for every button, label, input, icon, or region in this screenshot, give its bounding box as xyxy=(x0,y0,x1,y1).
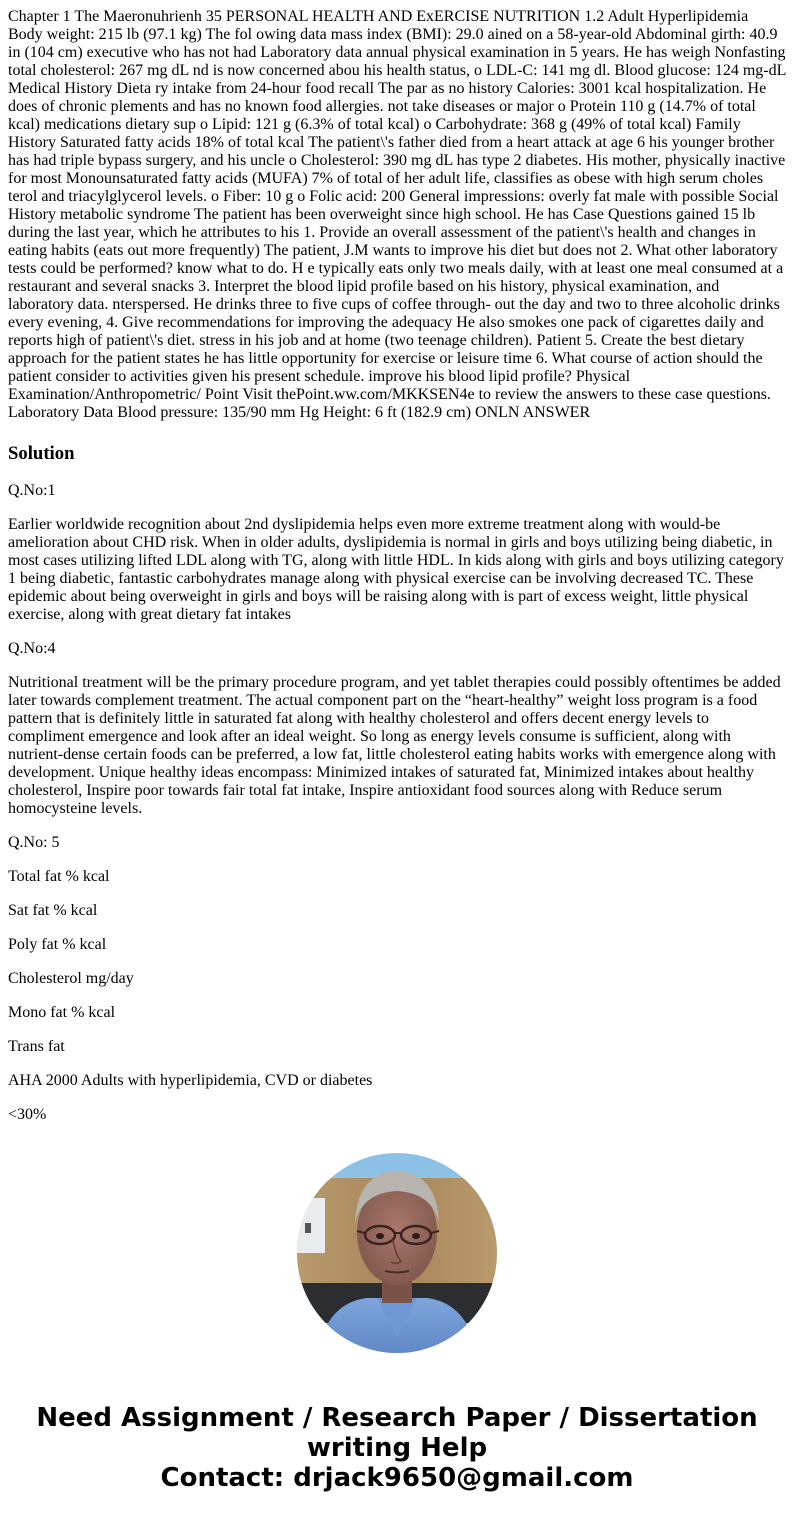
solution-heading: Solution xyxy=(8,443,75,464)
question-text: Chapter 1 The Maeronuhrienh 35 PERSONAL HEALTH AND ExERCISE NUTRITION 1.2 Adult Hyperlipidemia Body weight: 215 lb (97.1 kg) The fol owing data mass index (BMI): 29.0 ained on a 58-year-old Abdominal girth: 40.9 in (104 cm) executive who has not had Laboratory data annual physical examination in 5 years. He has weigh Nonfasting total cholesterol: 267 mg dL nd is now concerned abou his health status, o LDL-C: 141 mg dl. Blood glucose: 124 mg-dL Medical History Dieta ry intake from 24-hour food recall The par as no history Calories: 3001 kcal hospitalization. He does of chronic plements and has no known food allergies. not take diseases or major o Protein 110 g (14.7% of total kcal) medications dietary sup o Lipid: 121 g (6.3% of total kcal) o Carbohydrate: 368 g (49% of total kcal) Family History Saturated fatty acids 18% of total kcal The patient\'s father died from a heart attack at age 6 his younger brother has had triple bypass surgery, and his uncle o Cholesterol: 390 mg dL has type 2 diabetes. His mother, physically inactive for most Monounsaturated fatty acids (MUFA) 7% of total of her adult life, classifies as obese with high serum choles terol and triacylglycerol levels. o Fiber: 10 g o Folic acid: 200 General impressions: overly fat male with possible Social History metabolic syndrome The patient has been overweight since high school. He has Case Questions gained 15 lb during the last year, which he attributes to his 1. Provide an overall assessment of the patient\'s health and changes in eating habits (eats out more frequently) The patient, J.M wants to improve his diet but does not 2. What other laboratory tests could be performed? know what to do. H e typically eats only two meals daily, with at least one meal consumed at a restaurant and several snacks 3. Interpret the blood lipid profile based on his history, physical examination, and laboratory data. nterspersed. He drinks three to five cups of coffee through- out the day and two to three alcoholic drinks every evening, 4. Give recommendations for improving the adequacy He also smokes one pack of cigarettes daily and reports high of patient\'s diet. stress in his job and at home (two teenage children). Patient 5. Create the best dietary approach for the patient states he has little opportunity for exercise or leisure time 6. What course of action should the patient consider to activities given his present schedule. improve his blood lipid profile? Physical Examination/Anthropometric/ Point Visit thePoint.ww.com/MKKSEN4e to review the answers to these case questions. Laboratory Data Blood pressure: 135/90 mm Hg Height: 6 ft (182.9 cm) ONLN ANSWER xyxy=(8,8,786,421)
answer-paragraph-4: Nutritional treatment will be the primary procedure program, and yet tablet therapies could possibly oftentimes be added later towards complement treatment. The actual component part on the “heart-healthy” weight loss program is a food pattern that is definitely little in saturated fat along with healthy cholesterol and offers decent energy levels to compliment emergence and look after an ideal weight. So long as energy levels consume is sufficient, along with nutrient-dense certain foods can be preferred, a low fat, little cholesterol eating habits works with emergence along with development. Unique healthy ideas encompass: Minimized intakes of saturated fat, Minimized intakes about healthy cholesterol, Inspire poor towards fair total fat intake, Inspire antioxidant food sources along with Reduce serum homocysteine levels. xyxy=(8,674,781,817)
nutrient-trans-fat: Trans fat xyxy=(8,1038,65,1055)
promo-line-2: writing Help xyxy=(306,1433,488,1463)
nutrient-cholesterol: Cholesterol mg/day xyxy=(8,970,134,987)
nutrient-sat-fat: Sat fat % kcal xyxy=(8,902,98,919)
promo-line-1: Need Assignment / Research Paper / Dissertation xyxy=(36,1403,758,1433)
nutrient-mono-fat: Mono fat % kcal xyxy=(8,1004,116,1021)
question-number-1: Q.No:1 xyxy=(8,482,56,499)
solution-body xyxy=(8,482,786,1124)
question-number-5: Q.No: 5 xyxy=(8,834,60,851)
answer-paragraph-1: Earlier worldwide recognition about 2nd dyslipidemia helps even more extreme treatment along with would-be amelioration about CHD risk. When in older adults, dyslipidemia is normal in girls and boys utilizing being diabetic, in most cases utilizing lifted LDL along with TG, along with little HDL. In kids along with girls and boys utilizing category 1 being diabetic, fantastic carbohydrates manage along with physical exercise can be involving decreased TC. These epidemic about being overweight in girls and boys will be raising along with is part of excess weight, little physical exercise, along with great dietary fat intakes xyxy=(8,516,784,623)
promo-banner xyxy=(0,1403,794,1493)
nutrient-total-fat: Total fat % kcal xyxy=(8,868,110,885)
aha-guideline-label: AHA 2000 Adults with hyperlipidemia, CVD or diabetes xyxy=(8,1072,373,1089)
total-fat-value: <30% xyxy=(8,1106,47,1123)
nutrient-poly-fat: Poly fat % kcal xyxy=(8,936,107,953)
promo-contact-email: Contact: drjack9650@gmail.com xyxy=(160,1463,634,1493)
question-number-4: Q.No:4 xyxy=(8,640,56,657)
author-avatar xyxy=(297,1153,497,1353)
author-photo-icon xyxy=(297,1153,497,1353)
